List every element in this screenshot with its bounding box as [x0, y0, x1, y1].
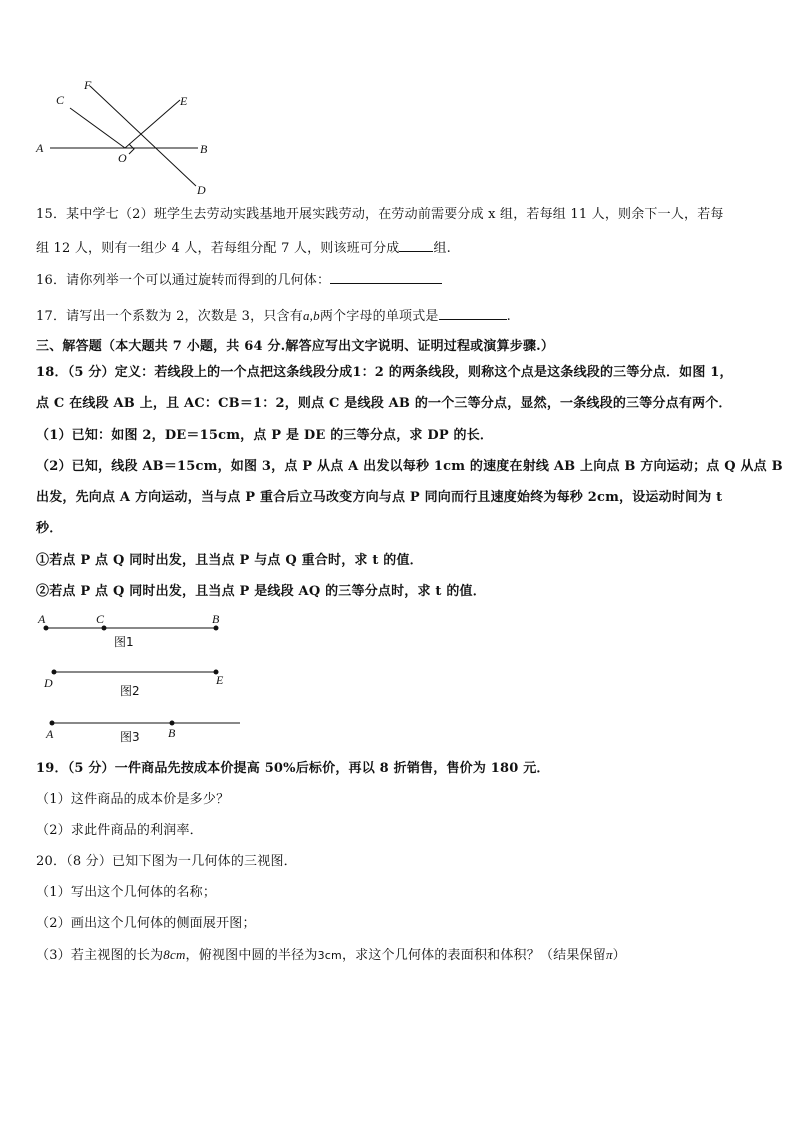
fig1-caption: 图1	[114, 635, 134, 649]
q19-sub1: （1）这件商品的成本价是多少？	[36, 792, 230, 807]
q18-line1: 18．（5 分）定义：若线段上的一个点把这条线段分成1：2 的两条线段，则称这个点是这条线段的三等分点．如图 1，	[36, 365, 733, 380]
q15-answer-blank	[399, 238, 433, 252]
q17-vars: a,b	[302, 308, 320, 323]
label-e: E	[180, 94, 188, 108]
q20-sub3-pi: π	[605, 947, 613, 962]
q18-sub2-line3: 秒．	[36, 521, 63, 536]
fig3-caption: 图3	[120, 730, 140, 744]
fig2-caption: 图2	[120, 684, 140, 698]
fig2-point-d	[52, 670, 57, 675]
fig2-label-e: E	[216, 673, 224, 687]
fig3-label-b: B	[168, 726, 176, 740]
q20-line1: 20．（8 分）已知下图为一几何体的三视图．	[36, 854, 297, 869]
q18-sub2-line2: 出发，先向点 A 方向运动，当与点 P 重合后立马改变方向与点 P 同向而行且速度始终为每秒 2cm，设运动时间为 t	[36, 490, 723, 505]
label-c: C	[56, 93, 65, 107]
q17-answer-blank	[439, 306, 507, 320]
label-f: F	[84, 78, 92, 92]
q20-sub3-text-b: ，俯视图中圆的半径为	[185, 948, 318, 963]
fig1-label-b: B	[212, 612, 220, 626]
fig1-label-c: C	[96, 612, 105, 626]
q20-sub3	[36, 946, 758, 965]
q18-sub1: （1）已知：如图 2，DE＝15cm，点 P 是 DE 的三等分点，求 DP 的长．	[36, 428, 494, 443]
fig3-point-b	[170, 721, 175, 726]
q20-sub3-text-c: ，求这个几何体的表面积和体积？（结果保留	[341, 948, 606, 963]
q20-sub2: （2）画出这个几何体的侧面展开图；	[36, 916, 256, 931]
segment-figures	[34, 610, 264, 745]
angle-figure	[30, 76, 260, 196]
q16-answer-blank	[330, 270, 442, 284]
q18-part2: ②若点 P 点 Q 同时出发，且当点 P 是线段 AQ 的三等分点时，求 t 的值．	[36, 584, 486, 599]
q15-line2	[36, 238, 758, 258]
q19-line1: 19．（5 分）一件商品先按成本价提高 50%后标价，再以 8 折销售，售价为 180 元．	[36, 761, 550, 776]
q20-sub3-text-d: ）	[612, 948, 626, 963]
q18-part1: ①若点 P 点 Q 同时出发，且当点 P 与点 Q 重合时，求 t 的值．	[36, 553, 423, 568]
section-3-heading: 三、解答题（本大题共 7 小题，共 64 分.解答应写出文字说明、证明过程或演算步骤.）	[36, 339, 555, 354]
q18-line2: 点 C 在线段 AB 上，且 AC：CB＝1：2，则点 C 是线段 AB 的一个三等分点，显然，一条线段的三等分点有两个．	[36, 396, 732, 411]
fig3-point-a	[50, 721, 55, 726]
q15-text-b: 组.	[433, 241, 452, 256]
q17-text-b: 两个字母的单项式是	[319, 309, 439, 324]
q15-line1: 15．某中学七（2）班学生去劳动实践基地开展实践劳动，在劳动前需要分成 x 组，若每组 11 人，则余下一人，若每	[36, 207, 724, 222]
q19-sub2: （2）求此件商品的利润率．	[36, 823, 203, 838]
label-o: O	[118, 151, 127, 165]
q17-text-c: .	[506, 309, 511, 324]
q17-text-a: 17．请写出一个系数为 2，次数是 3，只含有	[36, 309, 303, 324]
label-a: A	[36, 141, 44, 155]
fig1-label-a: A	[38, 612, 46, 626]
q20-sub3-length: 8cm	[163, 947, 186, 962]
q16-text: 16．请你列举一个可以通过旋转而得到的几何体：	[36, 273, 331, 288]
fig1-point-c	[102, 626, 107, 631]
q17-line	[36, 306, 758, 326]
q20-sub3-text-a: （3）若主视图的长为	[36, 948, 164, 963]
q20-sub3-radius: 3cm	[317, 949, 342, 962]
label-b: B	[200, 142, 208, 156]
fig3-label-a: A	[46, 727, 54, 741]
fig1-point-b	[214, 626, 219, 631]
fig1-point-a	[44, 626, 49, 631]
ray-oe	[125, 100, 180, 148]
right-angle-mark	[129, 144, 134, 154]
q20-sub1: （1）写出这个几何体的名称；	[36, 885, 217, 900]
q18-sub2-line1: （2）已知，线段 AB＝15cm，如图 3，点 P 从点 A 出发以每秒 1cm 的速度在射线 AB 上向点 B 方向运动；点 Q 从点 B	[36, 459, 783, 474]
label-d: D	[197, 183, 206, 196]
q16-line	[36, 270, 758, 290]
fig2-label-d: D	[44, 676, 53, 690]
q15-text-a: 组 12 人，则有一组少 4 人，若每组分配 7 人，则该班可分成	[36, 241, 400, 256]
ray-oc	[70, 108, 125, 148]
